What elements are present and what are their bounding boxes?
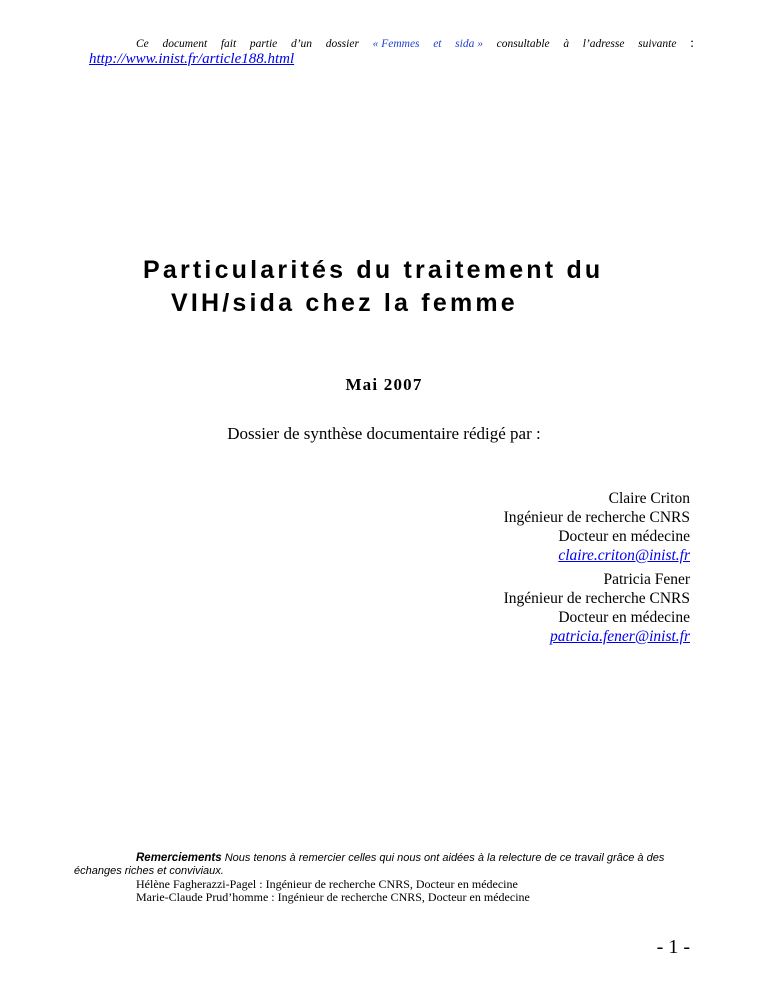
acknowledgements-paragraph <box>74 852 694 878</box>
acknowledgements <box>74 852 694 904</box>
author-name: Claire Criton <box>608 490 690 507</box>
header-word: d’un <box>290 38 313 50</box>
acknowledgements-text: Nous tenons à remercier celles qui nous ont aidées à la relecture de ce travail grâce à des échanges riches et conviviaux. <box>74 852 665 877</box>
author-email-link[interactable]: claire.criton@inist.fr <box>558 547 690 564</box>
author-name: Patricia Fener <box>603 571 690 588</box>
header-notice <box>136 36 694 52</box>
header-word: dossier <box>325 38 359 50</box>
header-quote-word: « Femmes <box>372 38 420 50</box>
header-word: partie <box>249 38 278 50</box>
acknowledgements-title: Remerciements <box>136 852 222 864</box>
header-word: Ce <box>136 38 149 50</box>
author-degree: Docteur en médecine <box>558 609 690 626</box>
acknowledged-person: Hélène Fagherazzi-Pagel : Ingénieur de recherche CNRS, Docteur en médecine <box>136 877 518 891</box>
acknowledged-person: Marie-Claude Prud’homme : Ingénieur de recherche CNRS, Docteur en médecine <box>136 890 530 904</box>
document-title <box>143 254 703 320</box>
author-role: Ingénieur de recherche CNRS <box>503 590 690 607</box>
dossier-link[interactable]: http://www.inist.fr/article188.html <box>89 51 295 67</box>
header-quote-word: sida » <box>455 38 483 50</box>
author-email-link[interactable]: patricia.fener@inist.fr <box>550 628 690 645</box>
header-word: document <box>162 38 208 50</box>
header-quote-word: et <box>433 38 442 50</box>
author-role: Ingénieur de recherche CNRS <box>503 509 690 526</box>
publication-date: Mai 2007 <box>345 375 423 394</box>
header-word: consultable <box>496 38 550 50</box>
title-line-1: Particularités du traitement du <box>143 256 604 284</box>
header-colon: : <box>690 36 694 51</box>
author-block <box>504 570 690 646</box>
header-word: l’adresse <box>582 38 625 50</box>
document-subtitle: Dossier de synthèse documentaire rédigé par : <box>227 424 541 443</box>
header-word: à <box>563 38 570 50</box>
author-block <box>504 489 690 565</box>
title-line-2: VIH/sida chez la femme <box>171 289 518 317</box>
header-word: fait <box>220 38 237 50</box>
header-word: suivante <box>638 38 677 50</box>
author-degree: Docteur en médecine <box>558 528 690 545</box>
page-number: - 1 - <box>656 936 690 958</box>
